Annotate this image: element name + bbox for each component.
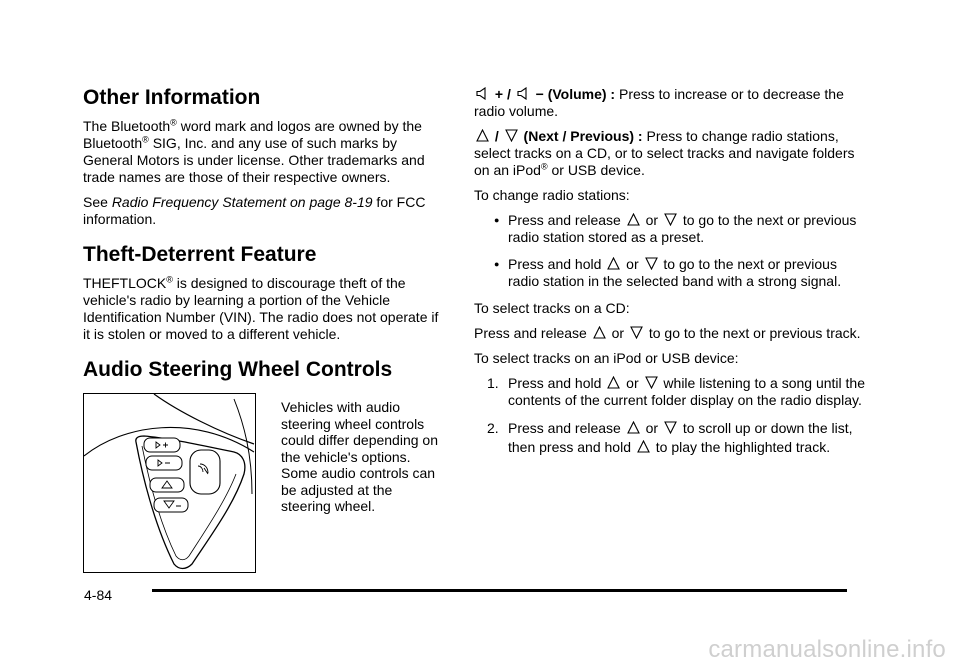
triangle-up-icon <box>627 213 640 226</box>
speaker-icon <box>517 87 530 100</box>
steering-wheel-controls-illustration <box>83 393 256 573</box>
heading-other-information: Other Information <box>83 86 261 109</box>
steering-wheel-drawing <box>84 394 256 573</box>
registered-mark: ® <box>142 134 149 145</box>
triangle-down-icon <box>505 129 518 142</box>
radio-intro: To change radio stations: <box>474 187 630 203</box>
list-item: ● Press and release or to go to the next or previous radio station stored as a preset. <box>494 212 857 245</box>
triangle-up-icon <box>637 440 650 453</box>
speaker-icon <box>476 87 489 100</box>
page-number: 4-84 <box>84 587 113 603</box>
paragraph-bluetooth: The Bluetooth® word mark and logos are owned by the Bluetooth® SIG, Inc. and any use of such marks by General Motors is under license. Other trademarks and trade names are those of their respective owners. <box>83 117 425 185</box>
paragraph-theftlock: THEFTLOCK® is designed to discourage theft of the vehicle's radio by learning a portion of the Vehicle Identification Number (VIN). The radio does not operate if it is stolen or moved to a different vehicle. <box>83 274 439 342</box>
right-column <box>474 86 869 467</box>
ipod-intro: To select tracks on an iPod or USB device: <box>474 350 739 366</box>
triangle-down-icon <box>645 257 658 270</box>
step-number: 2. <box>487 420 499 436</box>
triangle-down-icon <box>664 213 677 226</box>
bullet-icon: ● <box>494 215 500 225</box>
triangle-up-icon <box>476 129 489 142</box>
list-item: ● Press and hold or to go to the next or previous radio station in the selected band with a strong signal. <box>494 256 842 289</box>
heading-theft-deterrent: Theft-Deterrent Feature <box>83 243 317 266</box>
figure-section <box>83 393 443 573</box>
triangle-up-icon <box>607 257 620 270</box>
paragraph-fcc: See Radio Frequency Statement on page 8-19 for FCC information. <box>83 194 426 227</box>
figure-caption: Vehicles with audio steering wheel controls could differ depending on the vehicle's options. Some audio controls can be adjusted at the steering wheel. <box>281 399 438 514</box>
cd-description: Press and release or to go to the next or previous track. <box>474 325 861 341</box>
step-number: 1. <box>487 375 499 391</box>
triangle-down-icon <box>645 376 658 389</box>
registered-mark: ® <box>170 117 177 128</box>
heading-audio-steering-wheel-controls: Audio Steering Wheel Controls <box>83 358 393 381</box>
volume-description: + / − (Volume) : Press to increase or to decrease the radio volume. <box>474 86 844 119</box>
registered-mark: ® <box>166 274 173 285</box>
triangle-up-icon <box>627 421 640 434</box>
registered-mark: ® <box>540 161 548 172</box>
watermark: carmanualsonline.info <box>708 636 946 663</box>
triangle-up-icon <box>607 376 620 389</box>
list-item: 1. Press and hold or while listening to a song until the contents of the current folder display on the radio display. <box>487 375 865 408</box>
triangle-down-icon <box>630 326 643 339</box>
triangle-down-icon <box>664 421 677 434</box>
left-column <box>83 80 443 573</box>
next-previous-description: / (Next / Previous) : Press to change radio stations, select tracks on a CD, or to select tracks and navigate folders on an iPod® or USB device. <box>474 128 855 178</box>
list-item: 2. Press and release or to scroll up or down the list, then press and hold to play the highlighted track. <box>487 420 853 455</box>
cd-intro: To select tracks on a CD: <box>474 300 630 316</box>
bullet-icon: ● <box>494 259 500 269</box>
cross-reference-link[interactable]: Radio Frequency Statement on page 8-19 <box>111 194 373 210</box>
footer-divider <box>152 589 847 592</box>
triangle-up-icon <box>593 326 606 339</box>
